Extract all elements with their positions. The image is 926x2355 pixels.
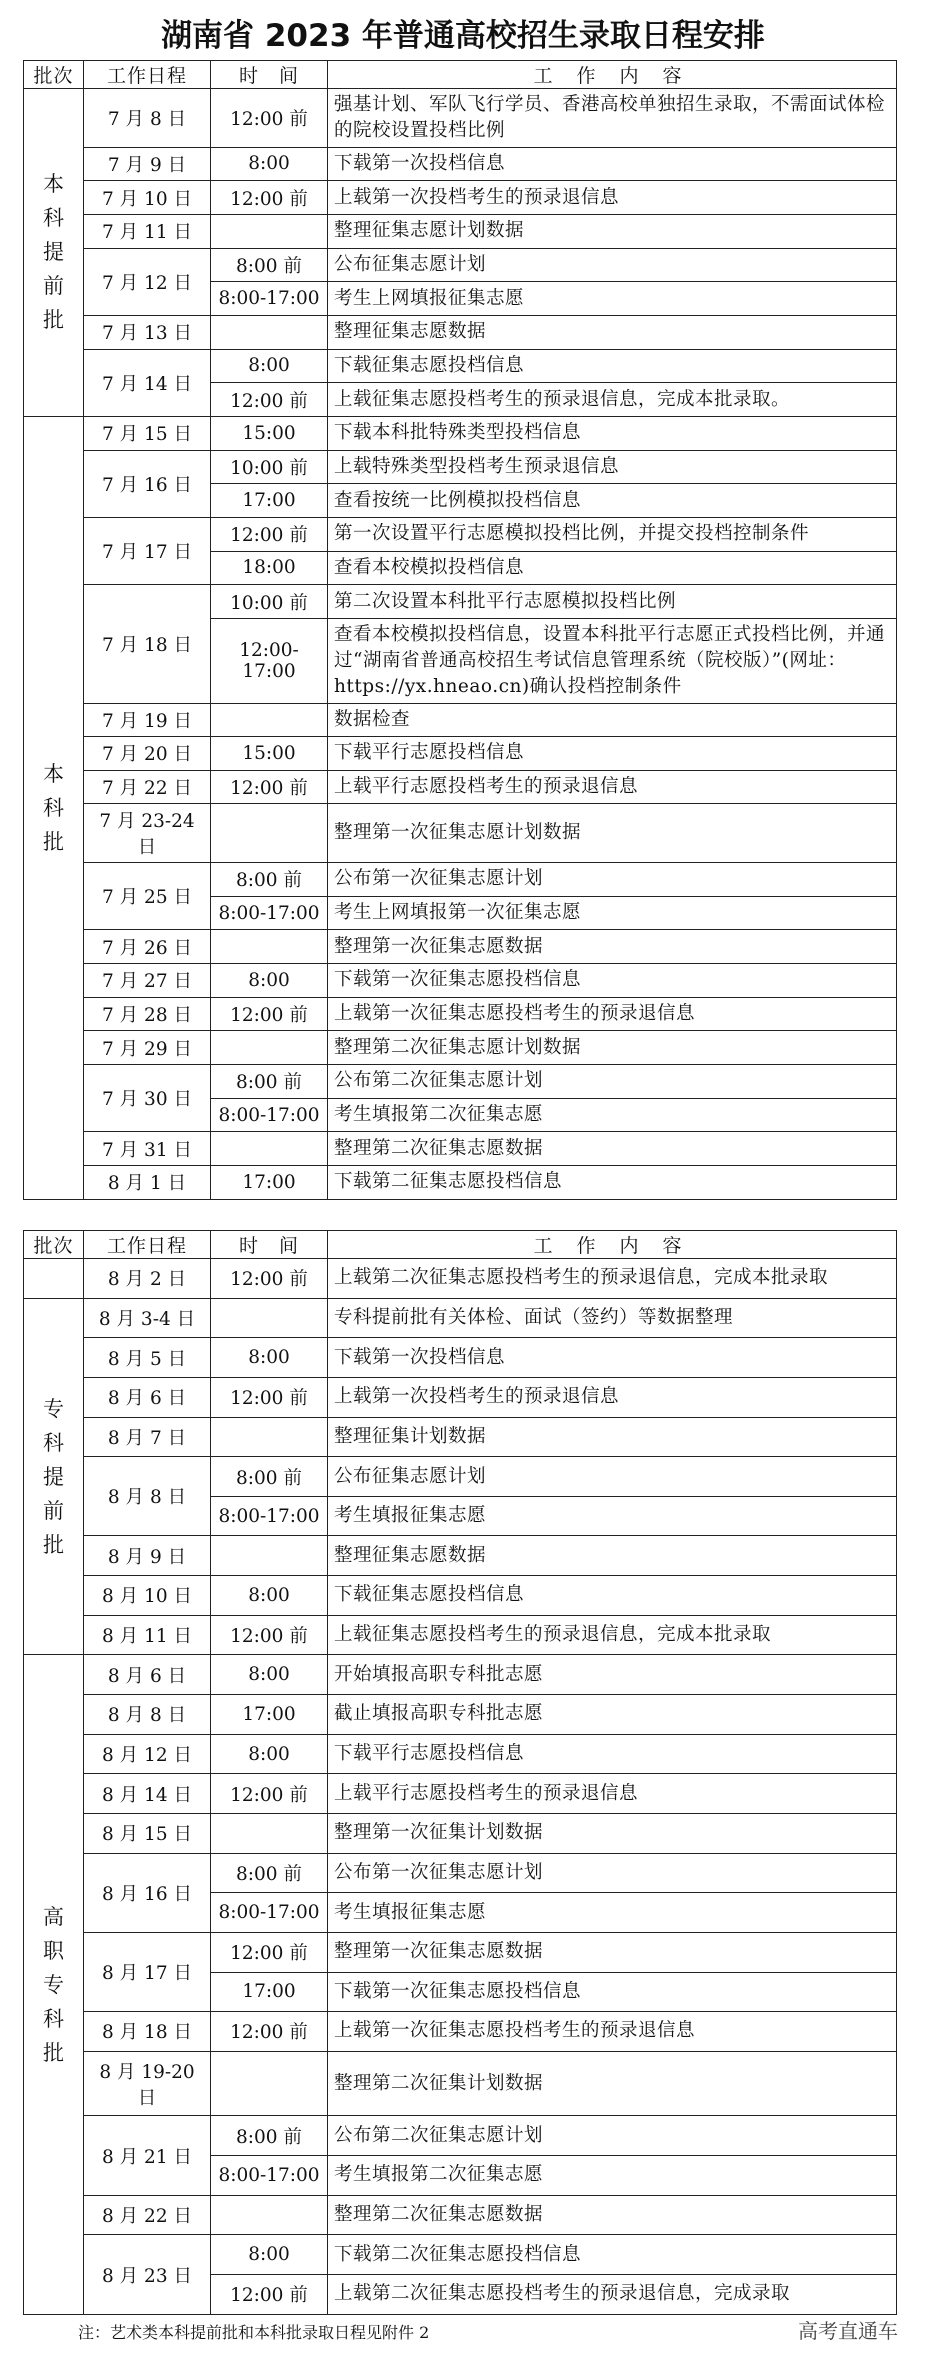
table-row bbox=[24, 930, 897, 964]
task-cell: 查看本校模拟投档信息，设置本科批平行志愿正式投档比例，并通过“湖南省普通高校招生考试信息管理系统（院校版）”(网址：https://yx.hneao.cn)确认投档控制条件 bbox=[328, 618, 897, 703]
table-row bbox=[24, 1734, 897, 1774]
date-cell: 8 月 23 日 bbox=[84, 2235, 211, 2314]
table-row bbox=[24, 2051, 897, 2116]
task-cell: 公布第一次征集志愿计划 bbox=[328, 863, 897, 897]
task-cell: 上载第一次投档考生的预录退信息 bbox=[328, 181, 897, 215]
header-batch: 批次 bbox=[24, 1231, 84, 1259]
table-row bbox=[24, 1457, 897, 1497]
time-cell: 8:00 bbox=[211, 1338, 328, 1378]
task-cell: 公布征集志愿计划 bbox=[328, 248, 897, 282]
table-body bbox=[24, 1259, 897, 2315]
table-row bbox=[24, 1417, 897, 1457]
task-cell: 考生上网填报征集志愿 bbox=[328, 282, 897, 316]
batch-cell: 专科提前批 bbox=[24, 1298, 84, 1655]
table-row bbox=[24, 863, 897, 897]
table-row bbox=[24, 1338, 897, 1378]
time-cell: 17:00 bbox=[211, 484, 328, 518]
table-row bbox=[24, 1031, 897, 1065]
table-row bbox=[24, 964, 897, 998]
date-cell: 8 月 2 日 bbox=[84, 1259, 211, 1299]
task-cell: 第二次设置本科批平行志愿模拟投档比例 bbox=[328, 585, 897, 619]
task-cell: 下载第二次征集志愿投档信息 bbox=[328, 2235, 897, 2275]
table-row bbox=[24, 450, 897, 484]
time-cell: 10:00 前 bbox=[211, 585, 328, 619]
time-cell: 8:00 前 bbox=[211, 248, 328, 282]
schedule-table-part1 bbox=[23, 60, 897, 1200]
table-row bbox=[24, 2235, 897, 2275]
table-row bbox=[24, 2116, 897, 2156]
date-cell: 8 月 3-4 日 bbox=[84, 1298, 211, 1338]
task-cell: 上载平行志愿投档考生的预录退信息 bbox=[328, 770, 897, 804]
time-cell: 12:00 前 bbox=[211, 770, 328, 804]
date-cell: 7 月 16 日 bbox=[84, 450, 211, 517]
time-cell: 17:00 bbox=[211, 1166, 328, 1200]
batch-cell: 本科批 bbox=[24, 416, 84, 1199]
task-cell: 整理第一次征集计划数据 bbox=[328, 1813, 897, 1853]
header-date: 工作日程 bbox=[84, 61, 211, 89]
date-cell: 8 月 22 日 bbox=[84, 2195, 211, 2235]
task-cell: 整理征集志愿计划数据 bbox=[328, 214, 897, 248]
time-cell: 12:00 前 bbox=[211, 1377, 328, 1417]
time-cell bbox=[211, 1298, 328, 1338]
time-cell: 8:00-17:00 bbox=[211, 2156, 328, 2196]
time-cell bbox=[211, 1813, 328, 1853]
table-row bbox=[24, 147, 897, 181]
task-cell: 查看本校模拟投档信息 bbox=[328, 551, 897, 585]
time-cell: 8:00 bbox=[211, 964, 328, 998]
date-cell: 7 月 9 日 bbox=[84, 147, 211, 181]
table-row bbox=[24, 1615, 897, 1655]
date-cell: 8 月 18 日 bbox=[84, 2012, 211, 2052]
date-cell: 8 月 16 日 bbox=[84, 1853, 211, 1932]
table-row bbox=[24, 997, 897, 1031]
task-cell: 第一次设置平行志愿模拟投档比例，并提交投档控制条件 bbox=[328, 517, 897, 551]
time-cell: 8:00 bbox=[211, 1734, 328, 1774]
table-row bbox=[24, 585, 897, 619]
task-cell: 数据检查 bbox=[328, 703, 897, 737]
task-cell: 上载第二次征集志愿投档考生的预录退信息，完成录取 bbox=[328, 2275, 897, 2315]
time-cell: 8:00 前 bbox=[211, 1853, 328, 1893]
time-cell bbox=[211, 315, 328, 349]
header-content: 工 作 内 容 bbox=[328, 1231, 897, 1259]
time-cell bbox=[211, 1536, 328, 1576]
date-cell: 7 月 10 日 bbox=[84, 181, 211, 215]
schedule-table-part2 bbox=[23, 1230, 897, 2315]
date-cell: 7 月 28 日 bbox=[84, 997, 211, 1031]
header-time: 时 间 bbox=[211, 61, 328, 89]
date-cell: 8 月 6 日 bbox=[84, 1377, 211, 1417]
time-cell bbox=[211, 804, 328, 863]
date-cell: 8 月 8 日 bbox=[84, 1457, 211, 1536]
task-cell: 下载平行志愿投档信息 bbox=[328, 737, 897, 771]
page-title: 湖南省 2023 年普通高校招生录取日程安排 bbox=[161, 18, 765, 54]
time-cell: 12:00 前 bbox=[211, 517, 328, 551]
task-cell: 考生填报征集志愿 bbox=[328, 1893, 897, 1933]
time-cell bbox=[211, 1132, 328, 1166]
date-cell: 8 月 9 日 bbox=[84, 1536, 211, 1576]
time-cell: 17:00 bbox=[211, 1972, 328, 2012]
task-cell: 下载征集志愿投档信息 bbox=[328, 349, 897, 383]
task-cell: 考生填报征集志愿 bbox=[328, 1496, 897, 1536]
task-cell: 公布第二次征集志愿计划 bbox=[328, 2116, 897, 2156]
table-row bbox=[24, 1813, 897, 1853]
task-cell: 考生填报第二次征集志愿 bbox=[328, 2156, 897, 2196]
task-cell: 下载第一次投档信息 bbox=[328, 1338, 897, 1378]
task-cell: 下载第一次征集志愿投档信息 bbox=[328, 1972, 897, 2012]
time-cell: 8:00-17:00 bbox=[211, 1496, 328, 1536]
table-row bbox=[24, 2195, 897, 2235]
task-cell: 公布征集志愿计划 bbox=[328, 1457, 897, 1497]
time-cell: 8:00-17:00 bbox=[211, 1893, 328, 1933]
table-row bbox=[24, 770, 897, 804]
table-row bbox=[24, 416, 897, 450]
date-cell: 8 月 1 日 bbox=[84, 1166, 211, 1200]
date-cell: 7 月 14 日 bbox=[84, 349, 211, 416]
batch-cell bbox=[24, 1259, 84, 1299]
time-cell: 12:00 前 bbox=[211, 2275, 328, 2315]
task-cell: 上载征集志愿投档考生的预录退信息，完成本批录取。 bbox=[328, 383, 897, 417]
task-cell: 整理征集志愿数据 bbox=[328, 1536, 897, 1576]
time-cell: 12:00-17:00 bbox=[211, 618, 328, 703]
date-cell: 7 月 18 日 bbox=[84, 585, 211, 703]
table-row bbox=[24, 737, 897, 771]
table-header bbox=[24, 61, 897, 89]
time-cell: 8:00 bbox=[211, 147, 328, 181]
date-cell: 7 月 25 日 bbox=[84, 863, 211, 930]
header-batch: 批次 bbox=[24, 61, 84, 89]
task-cell: 截止填报高职专科批志愿 bbox=[328, 1695, 897, 1735]
time-cell: 8:00 bbox=[211, 1576, 328, 1616]
time-cell: 12:00 前 bbox=[211, 1774, 328, 1814]
task-cell: 下载征集志愿投档信息 bbox=[328, 1576, 897, 1616]
task-cell: 上载第一次征集志愿投档考生的预录退信息 bbox=[328, 2012, 897, 2052]
time-cell: 8:00 前 bbox=[211, 2116, 328, 2156]
table-row bbox=[24, 1536, 897, 1576]
task-cell: 整理第二次征集计划数据 bbox=[328, 2051, 897, 2116]
table-row bbox=[24, 1695, 897, 1735]
date-cell: 7 月 29 日 bbox=[84, 1031, 211, 1065]
table-row bbox=[24, 1166, 897, 1200]
date-cell: 8 月 6 日 bbox=[84, 1655, 211, 1695]
time-cell: 8:00 bbox=[211, 2235, 328, 2275]
table-row bbox=[24, 804, 897, 863]
task-cell: 公布第二次征集志愿计划 bbox=[328, 1065, 897, 1099]
date-cell: 7 月 22 日 bbox=[84, 770, 211, 804]
date-cell: 8 月 11 日 bbox=[84, 1615, 211, 1655]
time-cell bbox=[211, 2051, 328, 2116]
task-cell: 上载特殊类型投档考生预录退信息 bbox=[328, 450, 897, 484]
time-cell: 8:00 前 bbox=[211, 1457, 328, 1497]
header-date: 工作日程 bbox=[84, 1231, 211, 1259]
time-cell: 12:00 前 bbox=[211, 2012, 328, 2052]
task-cell: 整理第一次征集志愿数据 bbox=[328, 930, 897, 964]
time-cell: 15:00 bbox=[211, 737, 328, 771]
date-cell: 7 月 19 日 bbox=[84, 703, 211, 737]
table-row bbox=[24, 1576, 897, 1616]
task-cell: 下载第一次投档信息 bbox=[328, 147, 897, 181]
task-cell: 整理征集志愿数据 bbox=[328, 315, 897, 349]
time-cell bbox=[211, 930, 328, 964]
time-cell: 12:00 前 bbox=[211, 181, 328, 215]
task-cell: 上载第一次投档考生的预录退信息 bbox=[328, 1377, 897, 1417]
task-cell: 查看按统一比例模拟投档信息 bbox=[328, 484, 897, 518]
task-cell: 整理第二次征集志愿数据 bbox=[328, 2195, 897, 2235]
task-cell: 专科提前批有关体检、面试（签约）等数据整理 bbox=[328, 1298, 897, 1338]
table-row bbox=[24, 1065, 897, 1099]
date-cell: 8 月 8 日 bbox=[84, 1695, 211, 1735]
table-row bbox=[24, 1298, 897, 1338]
task-cell: 开始填报高职专科批志愿 bbox=[328, 1655, 897, 1695]
date-cell: 7 月 17 日 bbox=[84, 517, 211, 584]
time-cell: 12:00 前 bbox=[211, 383, 328, 417]
task-cell: 整理第二次征集志愿数据 bbox=[328, 1132, 897, 1166]
date-cell: 8 月 12 日 bbox=[84, 1734, 211, 1774]
batch-cell: 高职专科批 bbox=[24, 1655, 84, 2314]
date-cell: 7 月 11 日 bbox=[84, 214, 211, 248]
date-cell: 8 月 21 日 bbox=[84, 2116, 211, 2195]
date-cell: 8 月 17 日 bbox=[84, 1932, 211, 2011]
time-cell bbox=[211, 703, 328, 737]
table-body bbox=[24, 89, 897, 1200]
time-cell: 12:00 前 bbox=[211, 1932, 328, 1972]
date-cell: 7 月 20 日 bbox=[84, 737, 211, 771]
table-row bbox=[24, 703, 897, 737]
time-cell: 12:00 前 bbox=[211, 1615, 328, 1655]
time-cell: 8:00 bbox=[211, 349, 328, 383]
time-cell bbox=[211, 1417, 328, 1457]
date-cell: 8 月 5 日 bbox=[84, 1338, 211, 1378]
task-cell: 整理征集计划数据 bbox=[328, 1417, 897, 1457]
date-cell: 7 月 23-24 日 bbox=[84, 804, 211, 863]
date-cell: 7 月 13 日 bbox=[84, 315, 211, 349]
table-row bbox=[24, 1932, 897, 1972]
date-cell: 8 月 14 日 bbox=[84, 1774, 211, 1814]
time-cell: 8:00 前 bbox=[211, 1065, 328, 1099]
time-cell: 8:00 bbox=[211, 1655, 328, 1695]
task-cell: 公布第一次征集志愿计划 bbox=[328, 1853, 897, 1893]
time-cell bbox=[211, 214, 328, 248]
table-row bbox=[24, 1132, 897, 1166]
date-cell: 8 月 7 日 bbox=[84, 1417, 211, 1457]
table-row bbox=[24, 517, 897, 551]
date-cell: 7 月 30 日 bbox=[84, 1065, 211, 1132]
table-row bbox=[24, 1259, 897, 1299]
date-cell: 7 月 27 日 bbox=[84, 964, 211, 998]
time-cell: 10:00 前 bbox=[211, 450, 328, 484]
date-cell: 7 月 26 日 bbox=[84, 930, 211, 964]
task-cell: 上载平行志愿投档考生的预录退信息 bbox=[328, 1774, 897, 1814]
task-cell: 考生填报第二次征集志愿 bbox=[328, 1098, 897, 1132]
task-cell: 整理第二次征集志愿计划数据 bbox=[328, 1031, 897, 1065]
table-row bbox=[24, 248, 897, 282]
table-row bbox=[24, 349, 897, 383]
batch-cell: 本科提前批 bbox=[24, 89, 84, 417]
table-row bbox=[24, 1853, 897, 1893]
time-cell: 18:00 bbox=[211, 551, 328, 585]
date-cell: 7 月 15 日 bbox=[84, 416, 211, 450]
table-row bbox=[24, 89, 897, 148]
task-cell: 下载平行志愿投档信息 bbox=[328, 1734, 897, 1774]
date-cell: 7 月 8 日 bbox=[84, 89, 211, 148]
task-cell: 强基计划、军队飞行学员、香港高校单独招生录取，不需面试体检的院校设置投档比例 bbox=[328, 89, 897, 148]
time-cell: 12:00 前 bbox=[211, 1259, 328, 1299]
task-cell: 整理第一次征集志愿计划数据 bbox=[328, 804, 897, 863]
date-cell: 7 月 31 日 bbox=[84, 1132, 211, 1166]
time-cell: 8:00-17:00 bbox=[211, 1098, 328, 1132]
table-row bbox=[24, 181, 897, 215]
watermark: 高考直通车 bbox=[798, 2319, 898, 2343]
table-header bbox=[24, 1231, 897, 1259]
table-row bbox=[24, 1774, 897, 1814]
task-cell: 上载征集志愿投档考生的预录退信息，完成本批录取 bbox=[328, 1615, 897, 1655]
footnote: 注：艺术类本科提前批和本科批录取日程见附件 2 bbox=[78, 2323, 430, 2342]
table-row bbox=[24, 214, 897, 248]
time-cell: 15:00 bbox=[211, 416, 328, 450]
task-cell: 整理第一次征集志愿数据 bbox=[328, 1932, 897, 1972]
date-cell: 7 月 12 日 bbox=[84, 248, 211, 315]
date-cell: 8 月 19-20 日 bbox=[84, 2051, 211, 2116]
header-time: 时 间 bbox=[211, 1231, 328, 1259]
time-cell bbox=[211, 1031, 328, 1065]
table-row bbox=[24, 2012, 897, 2052]
table-row bbox=[24, 1377, 897, 1417]
date-cell: 8 月 15 日 bbox=[84, 1813, 211, 1853]
time-cell: 12:00 前 bbox=[211, 997, 328, 1031]
time-cell bbox=[211, 2195, 328, 2235]
header-content: 工 作 内 容 bbox=[328, 61, 897, 89]
time-cell: 8:00-17:00 bbox=[211, 282, 328, 316]
time-cell: 12:00 前 bbox=[211, 89, 328, 148]
task-cell: 上载第二次征集志愿投档考生的预录退信息，完成本批录取 bbox=[328, 1259, 897, 1299]
date-cell: 8 月 10 日 bbox=[84, 1576, 211, 1616]
time-cell: 8:00 前 bbox=[211, 863, 328, 897]
table-row bbox=[24, 315, 897, 349]
task-cell: 下载第二征集志愿投档信息 bbox=[328, 1166, 897, 1200]
task-cell: 下载第一次征集志愿投档信息 bbox=[328, 964, 897, 998]
time-cell: 8:00-17:00 bbox=[211, 896, 328, 930]
task-cell: 下载本科批特殊类型投档信息 bbox=[328, 416, 897, 450]
table-row bbox=[24, 1655, 897, 1695]
time-cell: 17:00 bbox=[211, 1695, 328, 1735]
task-cell: 考生上网填报第一次征集志愿 bbox=[328, 896, 897, 930]
task-cell: 上载第一次征集志愿投档考生的预录退信息 bbox=[328, 997, 897, 1031]
